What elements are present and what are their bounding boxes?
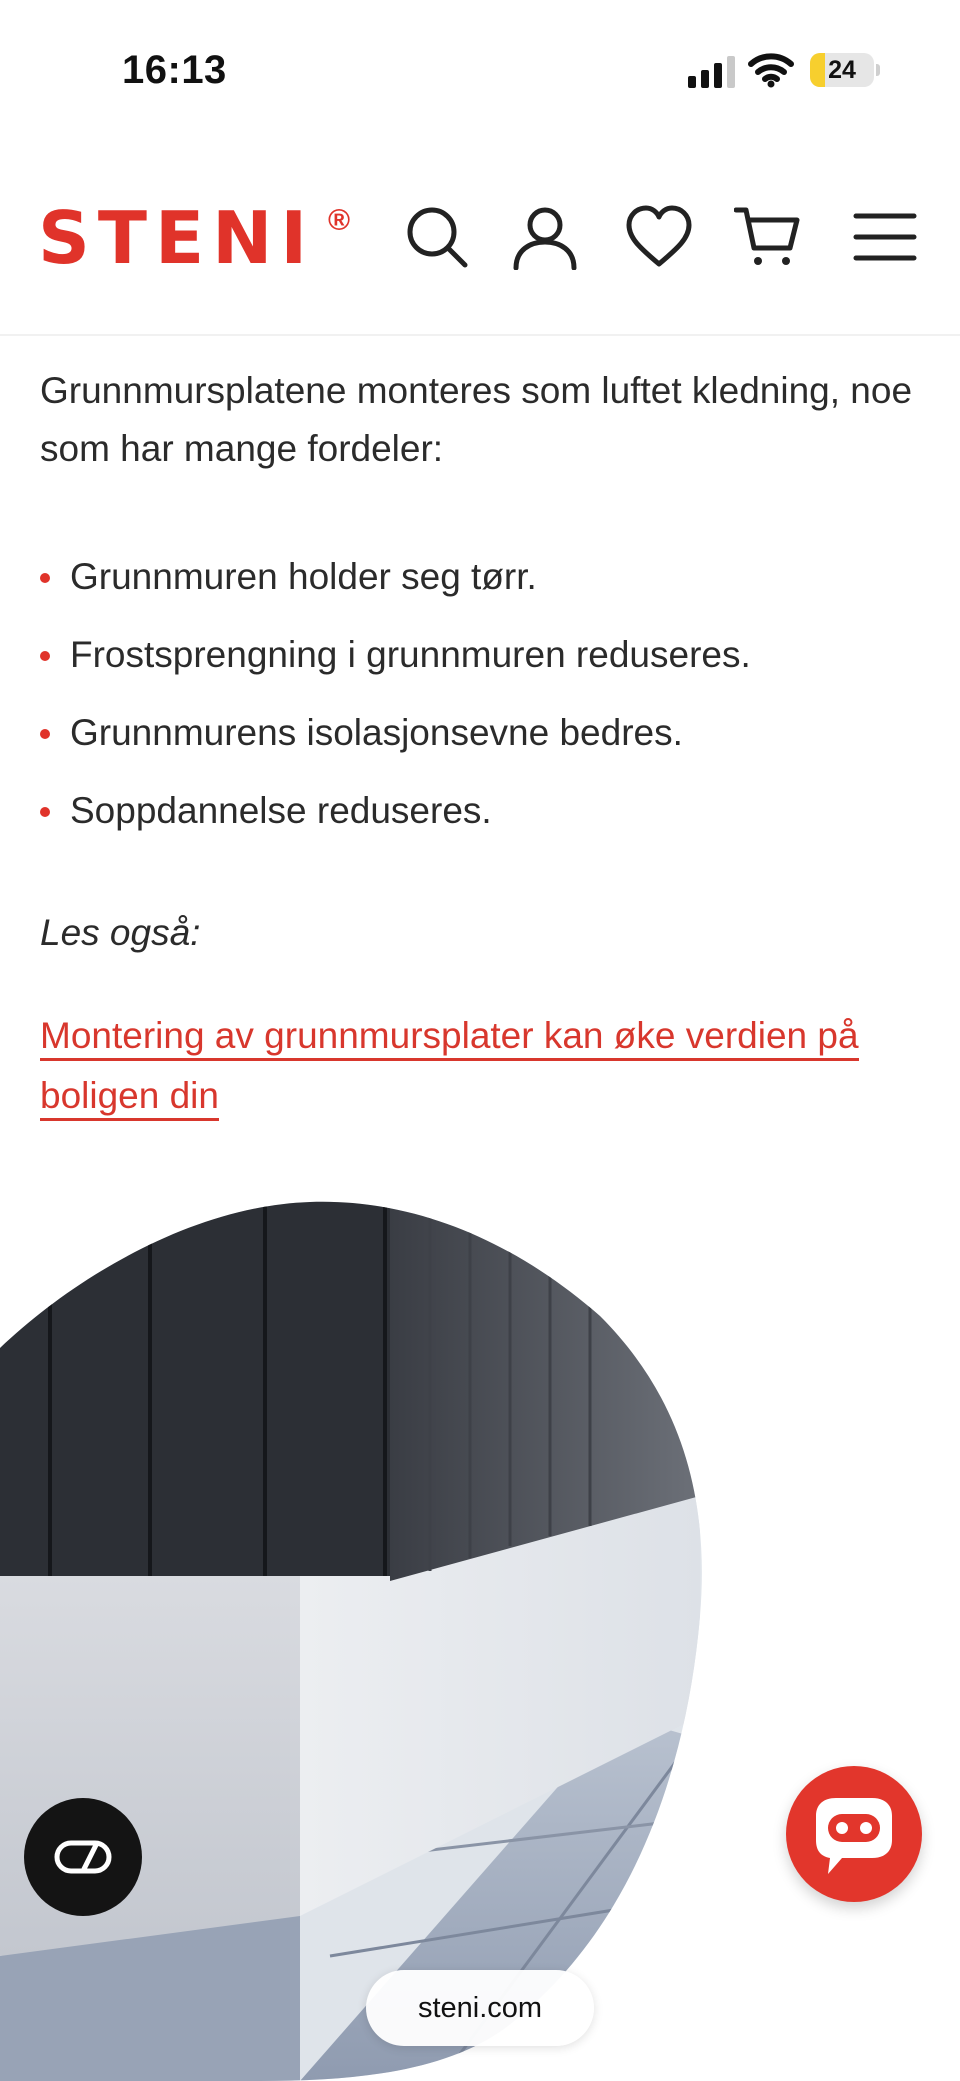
article-intro: Grunnmursplatene monteres som luftet kledning, noe som har mange fordeler: [40,370,913,469]
browser-url-bar[interactable]: steni.com [366,1970,594,2046]
foundation-photo [0,1196,960,2081]
status-time: 16:13 [122,48,227,92]
cart-icon[interactable] [734,204,800,270]
battery-indicator [810,53,880,87]
bullet-dot [40,729,50,739]
read-also-label: Les også: [40,912,201,953]
bullet-dot [40,651,50,661]
benefit-text: Soppdannelse reduseres. [70,790,492,831]
cellular-signal-icon [688,56,738,88]
benefits-list [40,538,940,850]
related-article-link[interactable] [40,1006,940,1126]
list-item [40,616,940,694]
benefit-text: Grunnmurens isolasjonsevne bedres. [70,712,683,753]
account-icon[interactable] [512,204,578,270]
cookie-consent-button[interactable] [24,1798,142,1916]
chatbot-button[interactable] [786,1766,922,1902]
list-item [40,772,940,850]
list-item [40,694,940,772]
chatbot-icon [808,1790,900,1882]
heart-icon[interactable] [626,204,692,270]
bullet-dot [40,573,50,583]
site-header [0,140,960,336]
list-item [40,538,940,616]
battery-level: 24 [828,56,856,84]
status-bar [0,0,960,140]
registered-mark: ® [328,204,351,237]
bullet-dot [40,807,50,817]
menu-icon[interactable] [852,204,918,270]
wifi-icon [748,52,794,88]
related-article-link-text[interactable]: Montering av grunnmursplater kan øke verdien på boligen din [40,1015,859,1121]
steni-logo[interactable]: STENI [38,196,316,280]
search-icon[interactable] [404,204,470,270]
cookie-consent-icon [54,1840,112,1874]
benefit-text: Grunnmuren holder seg tørr. [70,556,537,597]
benefit-text: Frostsprengning i grunnmuren reduseres. [70,634,751,675]
